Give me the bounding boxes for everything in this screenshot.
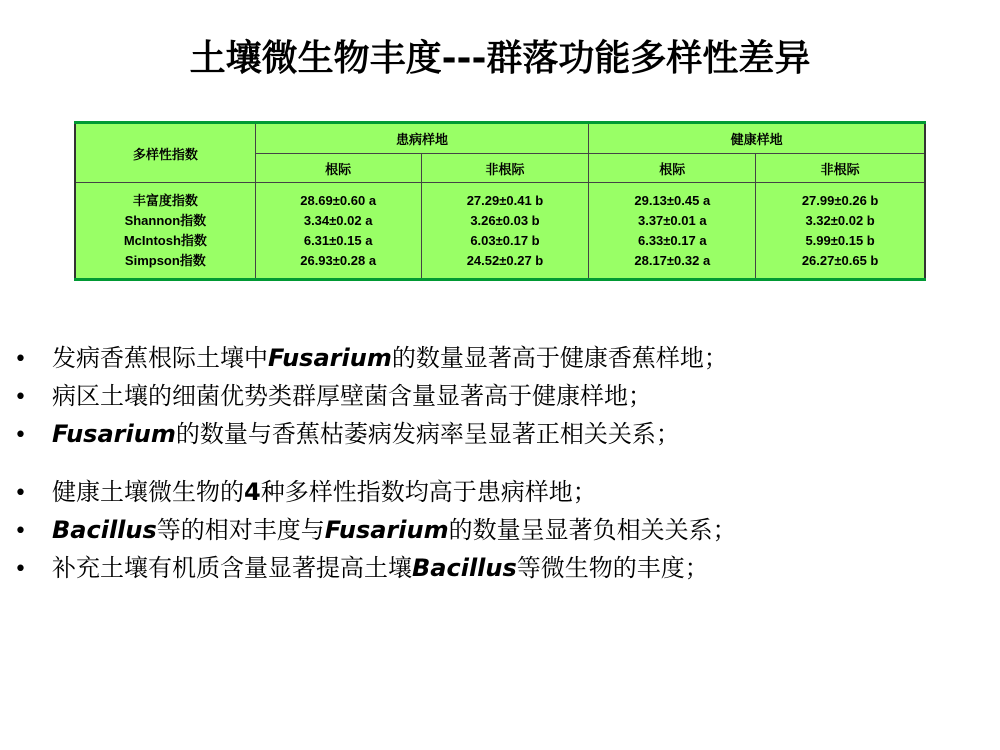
- value-cell: [589, 183, 756, 280]
- bullet-dot: •: [14, 423, 27, 448]
- bullet-text: [52, 340, 728, 377]
- value: 6.03±0.17 b: [470, 232, 540, 248]
- number-run: 4: [244, 478, 261, 506]
- index-name: 丰富度指数: [132, 192, 198, 208]
- index-name-cell: [75, 183, 255, 280]
- value: 28.69±0.60 a: [300, 192, 377, 208]
- value: 27.99±0.26 b: [801, 192, 879, 208]
- text-run: 发病香蕉根际土壤中: [52, 344, 268, 372]
- bullet-dot: •: [14, 519, 27, 544]
- text-run: 种多样性指数均高于患病样地；: [260, 478, 597, 506]
- subcol-header: 非根际: [421, 154, 589, 183]
- bullet-text: [52, 512, 737, 549]
- bullet-dot: •: [14, 557, 27, 582]
- slide-title: 土壤微生物丰度---群落功能多样性差异: [189, 38, 811, 79]
- value: 26.27±0.65 b: [801, 252, 879, 268]
- text-run: 等的相对丰度与: [156, 516, 325, 544]
- bullet-list: [14, 340, 994, 588]
- species-name: Bacillus: [52, 516, 157, 544]
- text-run: 的数量呈显著负相关关系；: [448, 516, 737, 544]
- group-header-diseased: 患病样地: [255, 123, 589, 154]
- value: 6.31±0.15 a: [303, 232, 373, 248]
- species-name: Fusarium: [52, 420, 176, 448]
- diversity-index-table: [74, 121, 926, 281]
- index-name: McIntosh指数: [123, 232, 207, 248]
- value: 27.29±0.41 b: [466, 192, 544, 208]
- bullet-item: [14, 474, 994, 512]
- bullet-item: [14, 550, 994, 588]
- text-run: 的数量与香蕉枯萎病发病率呈显著正相关关系；: [175, 420, 680, 448]
- bullet-dot: •: [14, 347, 27, 372]
- text-run: 补充土壤有机质含量显著提高土壤: [52, 554, 412, 582]
- bullet-item: [14, 416, 994, 454]
- value: 3.32±0.02 b: [805, 212, 875, 228]
- index-name: Shannon指数: [124, 212, 207, 228]
- value-cell: [421, 183, 589, 280]
- value: 3.34±0.02 a: [303, 212, 373, 228]
- value: 3.26±0.03 b: [470, 212, 540, 228]
- group-header-healthy: 健康样地: [589, 123, 925, 154]
- value: 6.33±0.17 a: [637, 232, 707, 248]
- text-run: 健康土壤微生物的: [52, 478, 244, 506]
- table-corner-header: 多样性指数: [75, 123, 255, 183]
- bullet-text: [52, 378, 652, 415]
- value: 28.17±0.32 a: [634, 252, 711, 268]
- text-run: 病区土壤的细菌优势类群厚壁菌含量显著高于健康样地；: [52, 382, 652, 410]
- bullet-text: [52, 474, 597, 511]
- value-cell: [255, 183, 421, 280]
- subcol-header: 根际: [255, 154, 421, 183]
- bullet-item: [14, 378, 994, 416]
- bullet-item: [14, 512, 994, 550]
- value: 24.52±0.27 b: [466, 252, 544, 268]
- index-name: Simpson指数: [124, 252, 206, 268]
- species-name: Bacillus: [412, 554, 517, 582]
- species-name: Fusarium: [268, 344, 392, 372]
- bullet-text: [52, 416, 680, 453]
- value: 5.99±0.15 b: [805, 232, 875, 248]
- bullet-item: [14, 340, 994, 378]
- value: 29.13±0.45 a: [634, 192, 711, 208]
- subcol-header: 非根际: [756, 154, 925, 183]
- bullet-dot: •: [14, 481, 27, 506]
- bullet-dot: •: [14, 385, 27, 410]
- value-cell: [756, 183, 925, 280]
- text-run: 等微生物的丰度；: [516, 554, 709, 582]
- value: 26.93±0.28 a: [300, 252, 377, 268]
- subcol-header: 根际: [589, 154, 756, 183]
- species-name: Fusarium: [324, 516, 449, 544]
- value: 3.37±0.01 a: [637, 212, 707, 228]
- text-run: 的数量显著高于健康香蕉样地；: [391, 344, 728, 372]
- bullet-text: [52, 550, 709, 587]
